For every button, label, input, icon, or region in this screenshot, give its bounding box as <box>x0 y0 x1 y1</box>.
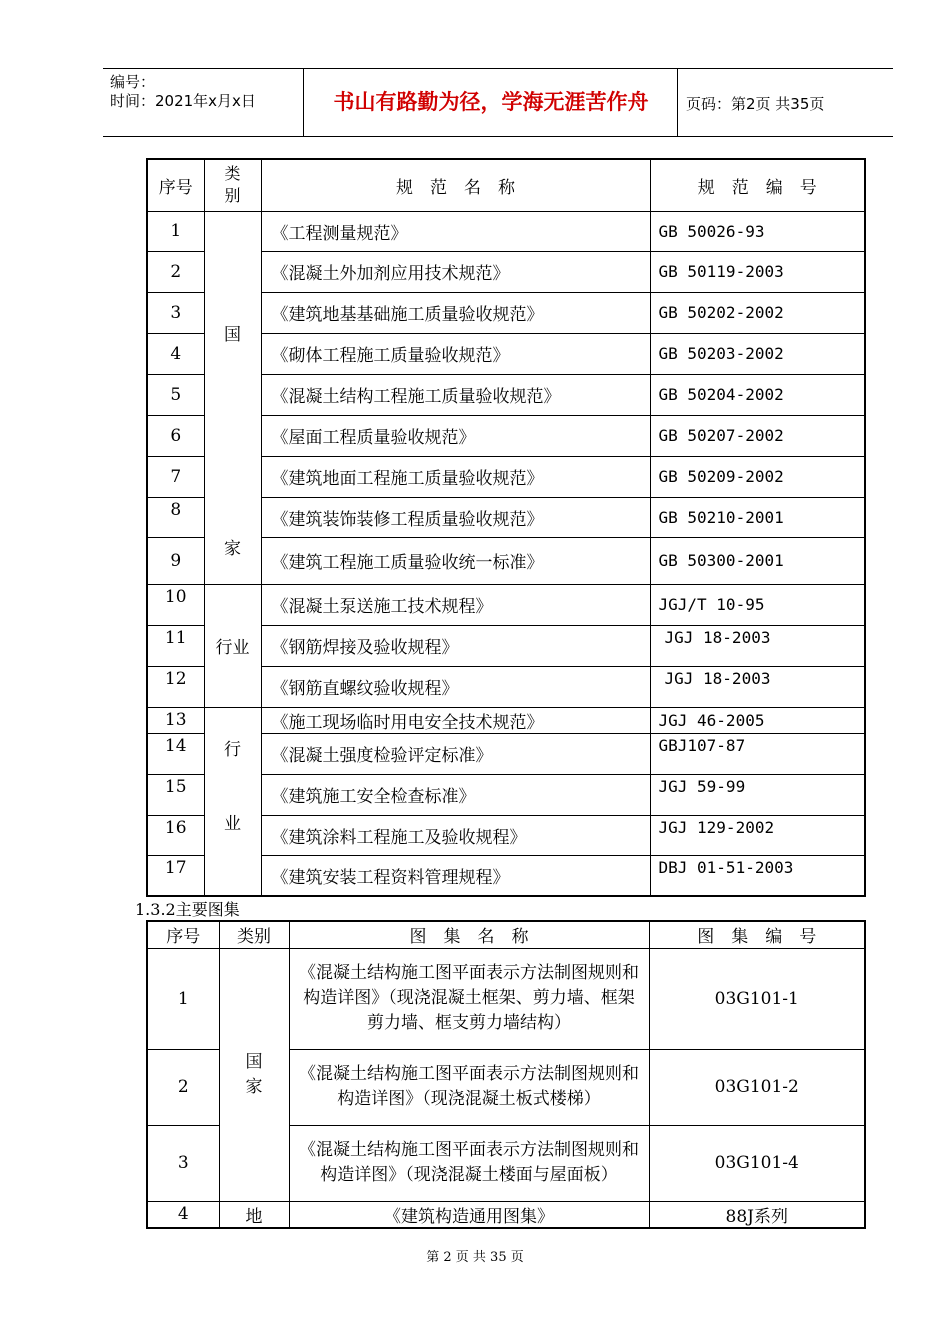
category-label: 国家 <box>245 1051 263 1097</box>
row-name: 《混凝土泵送施工技术规程》 <box>261 584 650 625</box>
table-header-row <box>147 921 865 948</box>
row-name: 《建筑地面工程施工质量验收规范》 <box>261 456 650 497</box>
row-name: 《砌体工程施工质量验收规范》 <box>261 333 650 374</box>
row-code: GB 50210-2001 <box>650 497 865 537</box>
row-code: 03G101-4 <box>649 1125 865 1201</box>
row-no: 7 <box>147 456 204 497</box>
header-top-rule <box>103 68 893 69</box>
row-name: 《钢筋焊接及验收规程》 <box>261 625 650 666</box>
header-category-char: 类 <box>224 164 241 184</box>
row-code: GB 50300-2001 <box>650 537 865 584</box>
row-name: 《屋面工程质量验收规范》 <box>261 415 650 456</box>
header-bottom-rule <box>103 136 893 137</box>
row-no: 1 <box>147 948 219 1049</box>
section-caption: 1.3.2主要图集 <box>135 900 240 919</box>
row-name: 《建筑涂料工程施工及验收规程》 <box>261 815 650 855</box>
row-code: JGJ 18-2003 <box>650 625 865 666</box>
row-name: 《混凝土结构施工图平面表示方法制图规则和构造详图》（现浇混凝土板式楼梯） <box>289 1049 649 1125</box>
category-industry: 行业 <box>204 584 261 707</box>
table-header-row <box>147 159 865 211</box>
category-char: 家 <box>224 538 241 559</box>
header-cell-no: 序号 <box>147 159 204 211</box>
row-no: 8 <box>147 497 204 537</box>
row-code: GB 50204-2002 <box>650 374 865 415</box>
row-code: 88J系列 <box>649 1201 865 1228</box>
category-char: 行 <box>224 740 241 761</box>
row-name: 《建筑装饰装修工程质量验收规范》 <box>261 497 650 537</box>
header-cell-no: 序号 <box>147 921 219 948</box>
header-divider <box>303 68 304 136</box>
category-national <box>204 211 261 584</box>
row-no: 4 <box>147 333 204 374</box>
row-code: JGJ 46-2005 <box>650 707 865 733</box>
header-cell-name: 图 集 名 称 <box>289 921 649 948</box>
category-industry <box>204 707 261 896</box>
row-name: 《建筑构造通用图集》 <box>289 1201 649 1228</box>
row-name: 《混凝土结构施工图平面表示方法制图规则和构造详图》（现浇混凝土楼面与屋面板） <box>289 1125 649 1201</box>
row-no: 4 <box>147 1201 219 1228</box>
header-cell-code: 图 集 编 号 <box>649 921 865 948</box>
header-category-char: 别 <box>224 186 241 206</box>
header-time-label: 时间：2021年x月x日 <box>110 92 256 110</box>
atlas-table <box>146 920 866 1229</box>
header-number-label: 编号： <box>110 73 156 91</box>
row-code: GB 50207-2002 <box>650 415 865 456</box>
category-local: 地 <box>219 1201 289 1228</box>
page-footer: 第 2 页 共 35 页 <box>426 1250 524 1265</box>
header-cell-code: 规 范 编 号 <box>650 159 865 211</box>
row-code: 03G101-1 <box>649 948 865 1049</box>
row-name: 《混凝土外加剂应用技术规范》 <box>261 251 650 292</box>
row-no: 2 <box>147 251 204 292</box>
header-cell-name: 规 范 名 称 <box>261 159 650 211</box>
row-name: 《钢筋直螺纹验收规程》 <box>261 666 650 707</box>
header-motto: 书山有路勤为径，学海无涯苦作舟 <box>333 90 649 114</box>
category-national <box>219 948 289 1201</box>
row-no: 5 <box>147 374 204 415</box>
row-no: 9 <box>147 537 204 584</box>
row-code: DBJ 01-51-2003 <box>650 855 865 896</box>
row-code: JGJ 18-2003 <box>650 666 865 707</box>
row-no: 3 <box>147 292 204 333</box>
row-code: GB 50202-2002 <box>650 292 865 333</box>
standards-table <box>146 158 866 897</box>
header-cell-category <box>204 159 261 211</box>
table-row <box>147 707 865 733</box>
row-no: 2 <box>147 1049 219 1125</box>
row-no: 3 <box>147 1125 219 1201</box>
row-name: 《建筑工程施工质量验收统一标准》 <box>261 537 650 584</box>
row-code: GB 50209-2002 <box>650 456 865 497</box>
row-code: JGJ 129-2002 <box>650 815 865 855</box>
row-no: 16 <box>147 815 204 855</box>
row-code: 03G101-2 <box>649 1049 865 1125</box>
row-name: 《建筑施工安全检查标准》 <box>261 774 650 815</box>
header-cell-category: 类别 <box>219 921 289 948</box>
category-char: 业 <box>224 814 241 835</box>
row-no: 17 <box>147 855 204 896</box>
header-divider <box>677 68 678 136</box>
row-code: GB 50026-93 <box>650 211 865 251</box>
row-name: 《工程测量规范》 <box>261 211 650 251</box>
row-no: 15 <box>147 774 204 815</box>
row-no: 12 <box>147 666 204 707</box>
row-code: JGJ/T 10-95 <box>650 584 865 625</box>
table-row <box>147 584 865 625</box>
table-row <box>147 211 865 251</box>
row-no: 13 <box>147 707 204 733</box>
row-name: 《混凝土结构工程施工质量验收规范》 <box>261 374 650 415</box>
table-row <box>147 948 865 1049</box>
row-code: JGJ 59-99 <box>650 774 865 815</box>
row-name: 《建筑安装工程资料管理规程》 <box>261 855 650 896</box>
table-row <box>147 1201 865 1228</box>
row-name: 《混凝土强度检验评定标准》 <box>261 733 650 774</box>
row-code: GB 50119-2003 <box>650 251 865 292</box>
row-no: 6 <box>147 415 204 456</box>
category-char: 国 <box>224 324 241 345</box>
row-no: 14 <box>147 733 204 774</box>
row-name: 《混凝土结构施工图平面表示方法制图规则和构造详图》（现浇混凝土框架、剪力墙、框架剪力墙、框支剪力墙结构） <box>289 948 649 1049</box>
row-no: 1 <box>147 211 204 251</box>
row-no: 11 <box>147 625 204 666</box>
row-code: GB 50203-2002 <box>650 333 865 374</box>
row-code: GBJ107-87 <box>650 733 865 774</box>
header-page-label: 页码：第2页 共35页 <box>686 95 825 113</box>
row-name: 《施工现场临时用电安全技术规范》 <box>261 707 650 733</box>
row-name: 《建筑地基基础施工质量验收规范》 <box>261 292 650 333</box>
row-no: 10 <box>147 584 204 625</box>
